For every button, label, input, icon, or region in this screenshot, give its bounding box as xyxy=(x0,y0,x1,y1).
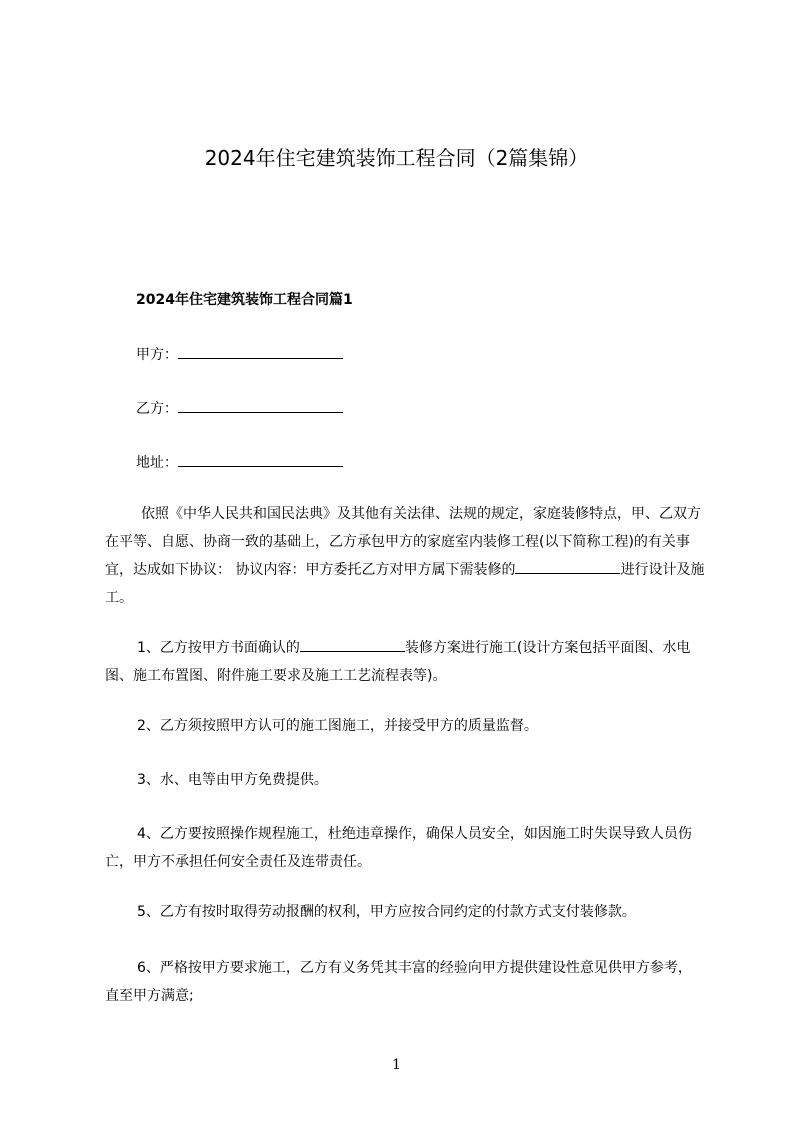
address-blank xyxy=(178,451,343,467)
clause-1 xyxy=(105,634,705,690)
clause-1-text-end: 装修方案进行施工(设计方案包括平面图、水电图、施工布置图、附件施工要求及施工工艺流程表等)。 xyxy=(105,640,691,684)
clause-1-blank xyxy=(300,636,405,652)
clause-4: 4、乙方要按照操作规程施工，杜绝违章操作，确保人员安全，如因施工时失误导致人员伤亡，甲方不承担任何安全责任及连带责任。 xyxy=(105,826,692,870)
intro-text: 依照《中华人民共和国民法典》及其他有关法律、法规的规定，家庭装修特点，甲、乙双方在平等、自愿、协商一致的基础上，乙方承包甲方的家庭室内装修工程(以下简称工程)的有关事宜，达成如下协议： 协议内容：甲方委托乙方对甲方属下需装修的 xyxy=(105,506,701,578)
address-label: 地址： xyxy=(136,455,178,471)
clause-6: 6、严格按甲方要求施工，乙方有义务凭其丰富的经验向甲方提供建设性意见供甲方参考，直至甲方满意; xyxy=(105,960,692,1004)
intro-blank xyxy=(515,558,620,574)
document-title: 2024年住宅建筑装饰工程合同（2篇集锦） xyxy=(204,146,589,170)
intro-paragraph xyxy=(105,500,705,612)
page-number: 1 xyxy=(392,1057,401,1073)
party-b-label: 乙方： xyxy=(136,401,178,417)
party-a-field xyxy=(136,343,343,366)
party-b-blank xyxy=(178,397,343,413)
clause-1-text: 1、乙方按甲方书面确认的 xyxy=(137,640,300,656)
intro-text-end: 进行设计及施工。 xyxy=(105,562,705,606)
clause-2: 2、乙方须按照甲方认可的施工图施工，并接受甲方的质量监督。 xyxy=(137,718,538,734)
party-a-label: 甲方： xyxy=(136,347,178,363)
clause-3: 3、水、电等由甲方免费提供。 xyxy=(137,772,328,788)
address-field xyxy=(136,451,343,474)
party-a-blank xyxy=(178,343,343,359)
section-heading: 2024年住宅建筑装饰工程合同篇1 xyxy=(136,292,353,308)
party-b-field xyxy=(136,397,343,420)
clause-5: 5、乙方有按时取得劳动报酬的权利，甲方应按合同约定的付款方式支付装修款。 xyxy=(137,904,636,920)
